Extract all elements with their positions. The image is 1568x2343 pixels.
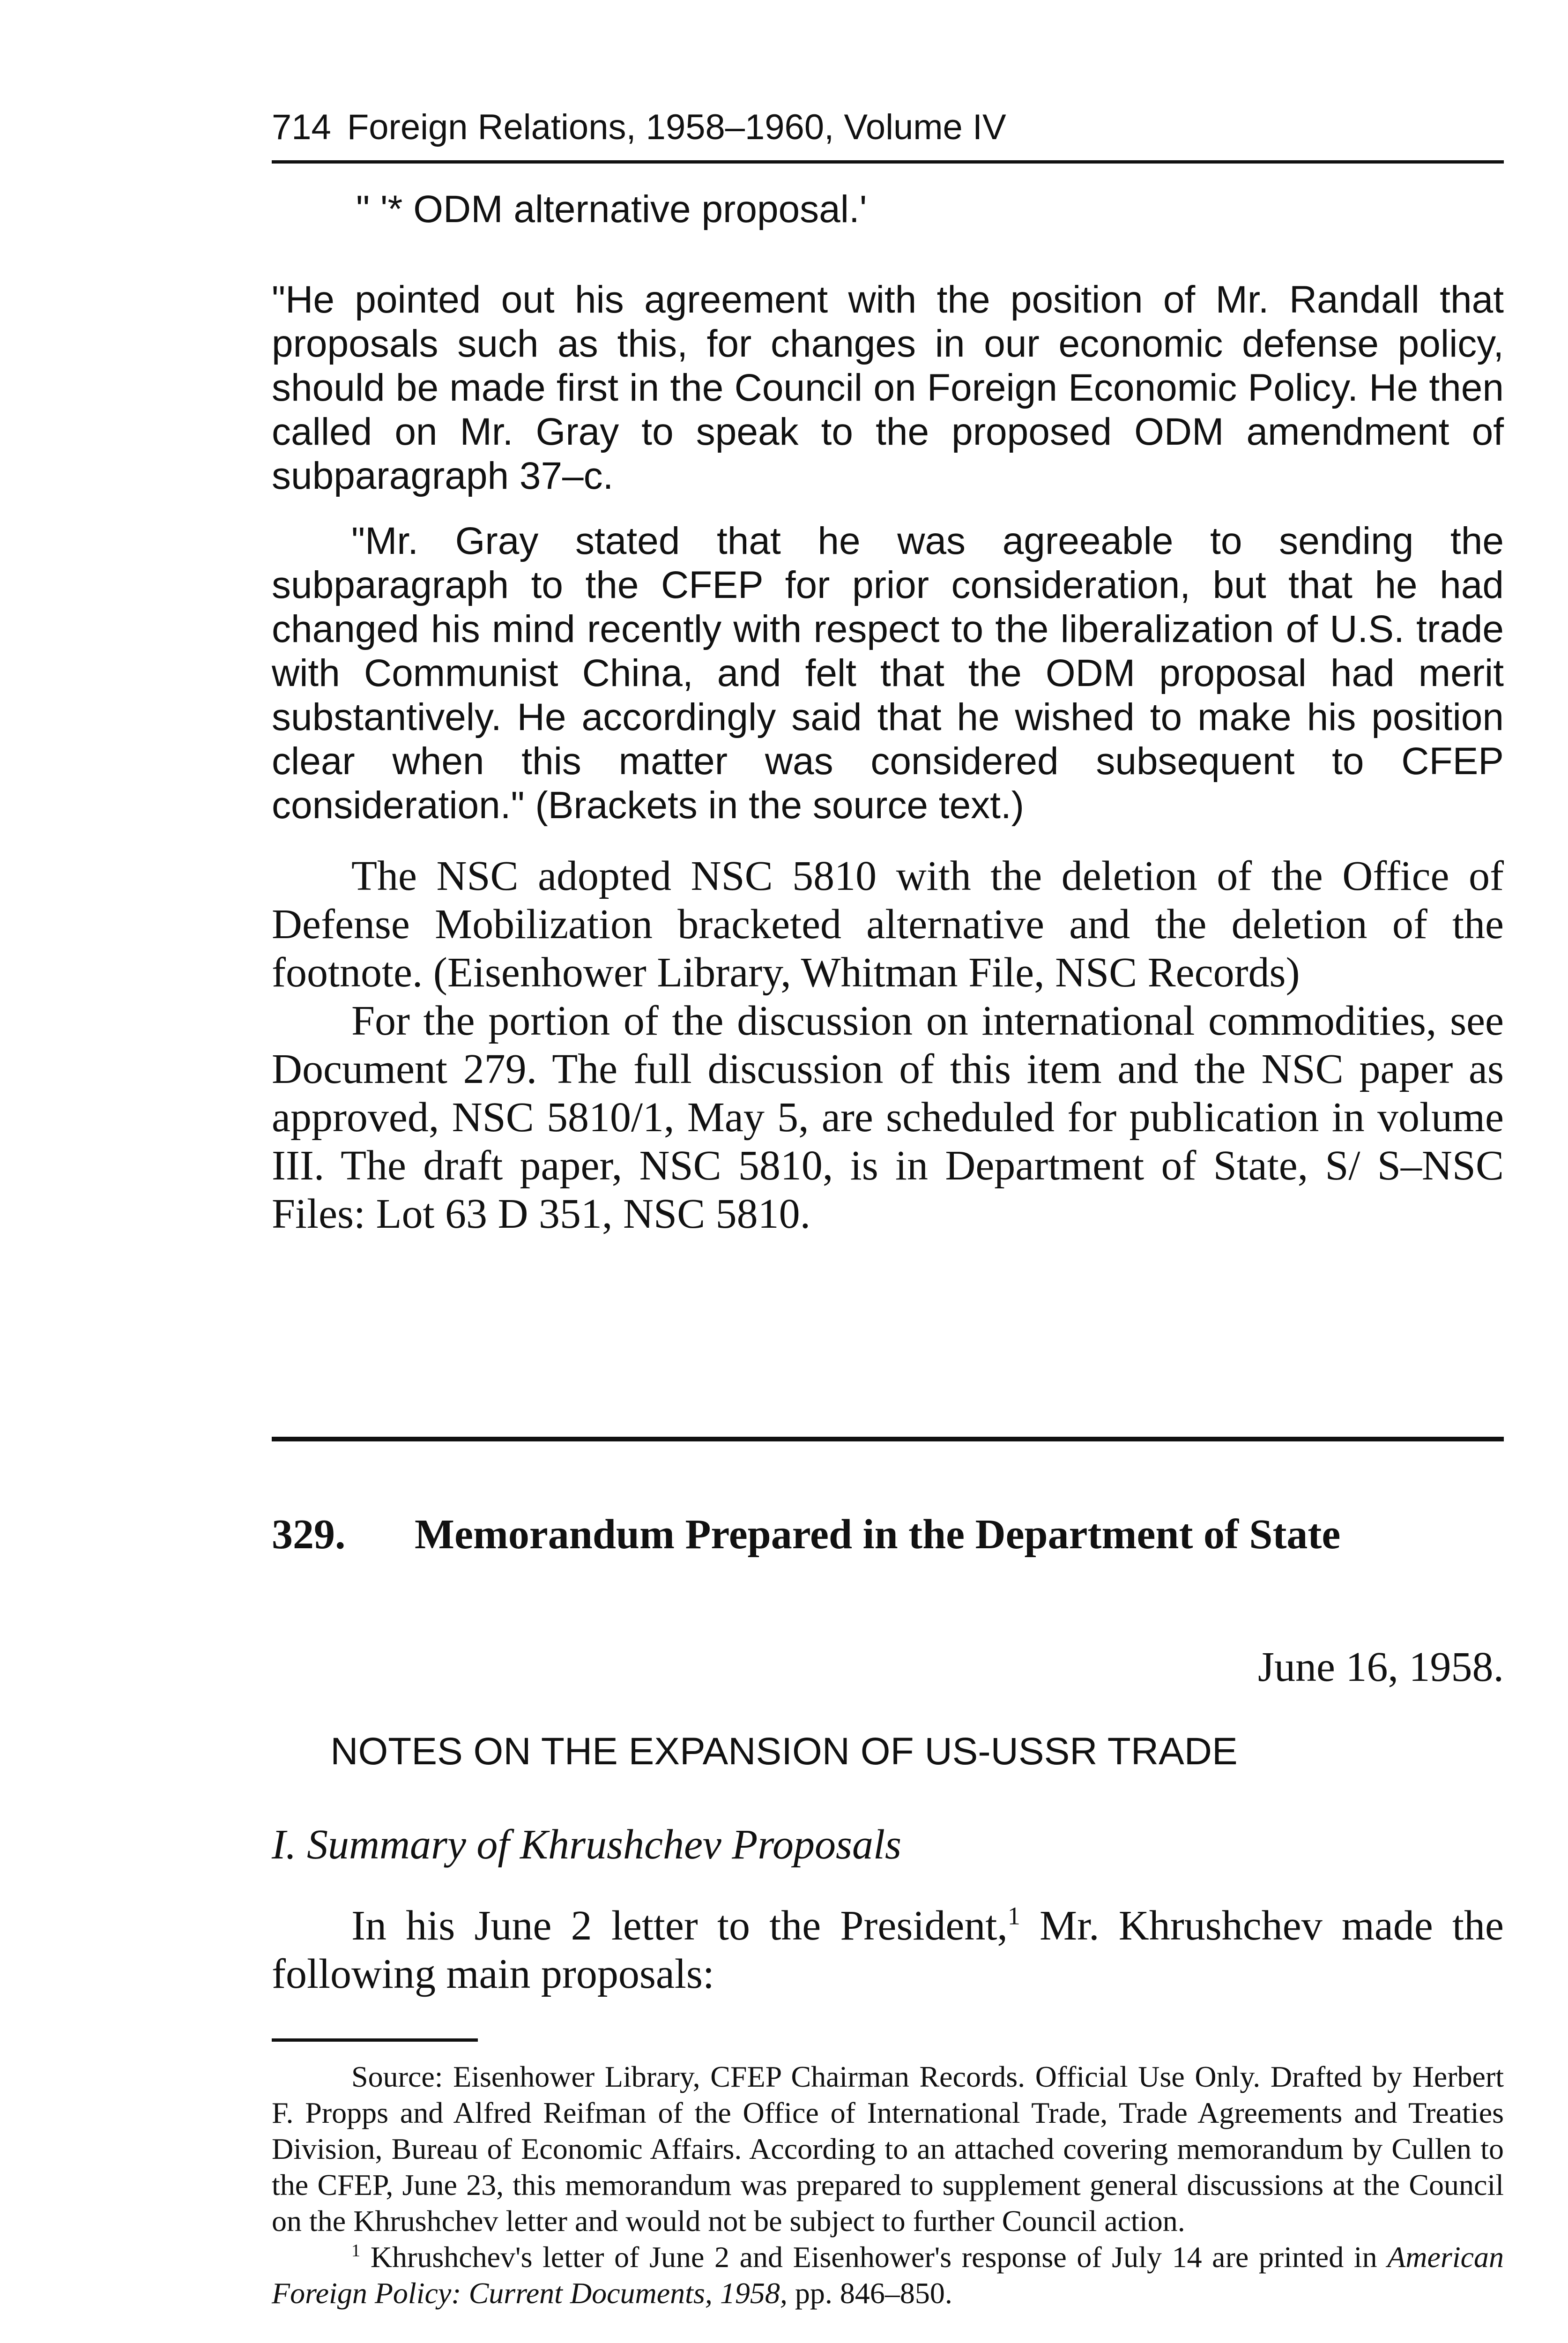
paragraph-international-commodities: For the portion of the discussion on international commodities, see Document 279. The full discussion of this item and the NSC paper as approved, NSC 5810/1, May 5, are scheduled for publication in volume III. The draft paper, NSC 5810, is in Department of State, S/ S–NSC Files: Lot 63 D 351, NSC 5810. xyxy=(272,998,1504,1237)
footnote-1: $^1$ Khrushchev's letter of June 2 and Eisenhower's response of July 14 are printed in American Foreign Policy: Current Documents, 1958, pp. 846–850. xyxy=(272,2240,1504,2310)
editorial-note xyxy=(272,852,1504,1238)
volume-title: Foreign Relations, 1958–1960, Volume IV xyxy=(347,107,1006,147)
quoted-proposal-line: " '* ODM alternative proposal.' xyxy=(356,188,867,231)
running-head xyxy=(272,104,1504,164)
paragraph-nsc-adopted: The NSC adopted NSC 5810 with the deletion of the Office of Defense Mobilization bracketed alternative and the deletion of the footnote. (Eisenhower Library, Whitman File, NSC Records) xyxy=(272,853,1504,996)
section-heading: I. Summary of Khrushchev Proposals xyxy=(272,1821,902,1868)
document-number: 329. xyxy=(272,1511,346,1558)
body-text-gray xyxy=(272,519,1504,828)
footnote-rule xyxy=(272,2038,478,2042)
footnote-1-marker: 1 xyxy=(351,2240,361,2261)
paragraph-gray: "Mr. Gray stated that he was agreeable to sending the subparagraph to the CFEP for prior consideration, but that he had changed his mind recently with respect to the liberalization of U.S. trade with Communist China, and felt that the ODM proposal had merit substantively. He accordingly said that he wished to make his position clear when this matter was considered subsequent to CFEP consideration." (Brackets in the source text.) xyxy=(272,520,1504,827)
paragraph-randall: "He pointed out his agreement with the position of Mr. Randall that proposals such as this, for changes in our economic defense policy, should be made first in the Council on Foreign Economic Policy. He then called on Mr. Gray to speak to the proposed ODM amendment of subparagraph 37–c. xyxy=(272,278,1504,497)
document-heading xyxy=(272,1509,1340,1560)
notes-title: NOTES ON THE EXPANSION OF US-USSR TRADE xyxy=(330,1730,1238,1773)
section-divider xyxy=(272,1437,1504,1441)
cited-publication-title: American Foreign Policy: Current Documents, 1958, xyxy=(272,2240,1504,2310)
paragraph-intro: In his June 2 letter to the President,$^1$ Mr. Khrushchev made the following main proposals: xyxy=(272,1902,1504,1997)
footnote-marker-1[interactable]: 1 xyxy=(1007,1902,1020,1930)
document-date: June 16, 1958. xyxy=(1258,1644,1504,1690)
page-number: 714 xyxy=(272,107,331,147)
document-title: Memorandum Prepared in the Department of State xyxy=(415,1511,1341,1558)
source-note: Source: Eisenhower Library, CFEP Chairman Records. Official Use Only. Drafted by Herbert F. Propps and Alfred Reifman of the Office of International Trade, Trade Agreements and Treaties Division, Bureau of Economic Affairs. According to an attached covering memorandum by Cullen to the CFEP, June 23, this memorandum was prepared to supplement general discussions at the Council on the Khrushchev letter and would not be subject to further Council action. xyxy=(272,2060,1504,2238)
memorandum-intro xyxy=(272,1902,1504,1998)
body-text-upper xyxy=(272,278,1504,498)
footnotes xyxy=(272,2059,1504,2311)
